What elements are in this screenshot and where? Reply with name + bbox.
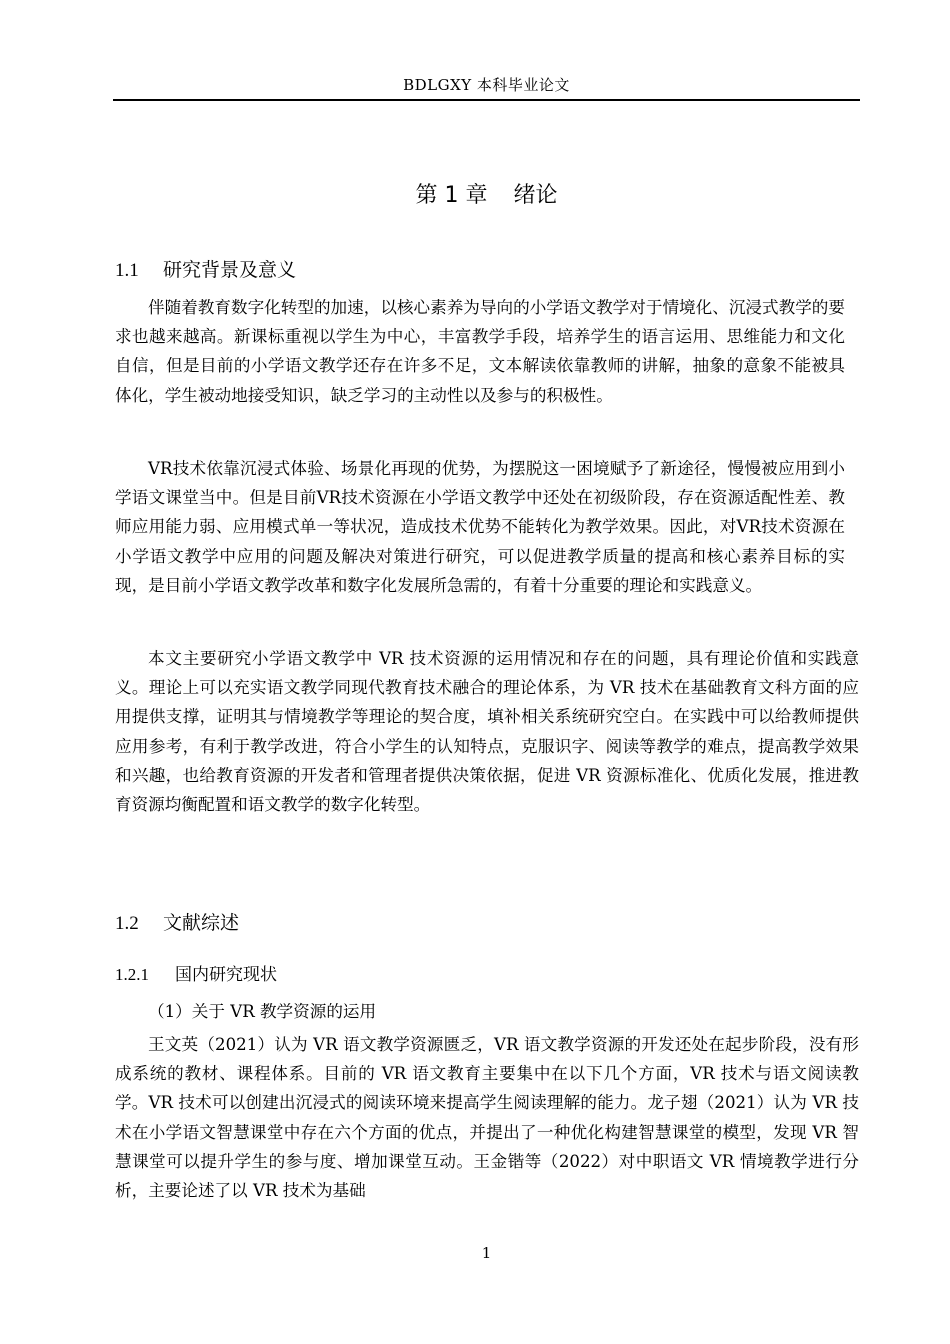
body-paragraph: 王文英（2021）认为 VR 语文教学资源匮乏，VR 语文教学资源的开发还处在起步阶段，没有形成系统的教材、课程体系。目前的 VR 语文教育主要集中在以下几个方面，VR 技术与语文阅读教学。VR 技术可以创建出沉浸式的阅读环境来提高学生阅读理解的能力。龙子翅（2021）认为 VR 技术在小学语文智慧课堂中存在六个方面的优点，并提出了一种优化构建智慧课堂的模型，发现 VR 智慧课堂可以提升学生的参与度、增加课堂互动。王金锴等（2022）对中职语文 VR 情境教学进行分析，主要论述了以 VR 技术为基础 [115,1035,859,1201]
section-title: 研究背景及意义 [163,259,297,281]
section-number: 1.1 [115,260,139,281]
subsection-title: 国内研究现状 [175,965,277,985]
body-paragraph: 伴随着教育数字化转型的加速，以核心素养为导向的小学语文教学对于情境化、沉浸式教学的要求也越来越高。新课标重视以学生为中心，丰富教学手段，培养学生的语言运用、思维能力和文化自信，但是目前的小学语文教学还存在许多不足，文本解读依靠教师的讲解，抽象的意象不能被具体化，学生被动地接受知识，缺乏学习的主动性以及参与的积极性。 [115,298,845,405]
header-rule [113,99,860,101]
page-number: 1 [481,1244,492,1262]
section-heading-1-1 [115,255,296,282]
running-header: BDLGXY 本科毕业论文 [403,76,570,94]
chapter-title [113,178,860,209]
section-title: 文献综述 [163,912,240,934]
subsection-number: 1.2.1 [115,965,149,984]
sub-heading: （1）关于 VR 教学资源的运用 [148,1002,377,1021]
body-paragraph: 本文主要研究小学语文教学中 VR 技术资源的运用情况和存在的问题，具有理论价值和实践意义。理论上可以充实语文教学同现代教育技术融合的理论体系，为 VR 技术在基础教育文科方面的应用提供支撑，证明其与情境教学等理论的契合度，填补相关系统研究空白。在实践中可以给教师提供应用参考，有利于教学改进，符合小学生的认知特点，克服识字、阅读等教学的难点，提高教学效果和兴趣，也给教育资源的开发者和管理者提供决策依据，促进 VR 资源标准化、优质化发展，推进教育资源均衡配置和语文教学的数字化转型。 [115,649,859,815]
chapter-name: 绪论 [513,183,558,208]
subsection-heading-1-2-1 [115,960,277,985]
body-paragraph: VR技术依靠沉浸式体验、场景化再现的优势，为摆脱这一困境赋予了新途径，慢慢被应用到小学语文课堂当中。但是目前VR技术资源在小学语文教学中还处在初级阶段，存在资源适配性差、教师应用能力弱、应用模式单一等状况，造成技术优势不能转化为教学效果。因此，对VR技术资源在小学语文教学中应用的问题及解决对策进行研究，可以促进教学质量的提高和核心素养目标的实现，是目前小学语文教学改革和数字化发展所急需的，有着十分重要的理论和实践意义。 [115,459,845,595]
section-heading-1-2 [115,908,239,935]
section-number: 1.2 [115,913,139,934]
chapter-number: 第 1 章 [415,183,488,208]
